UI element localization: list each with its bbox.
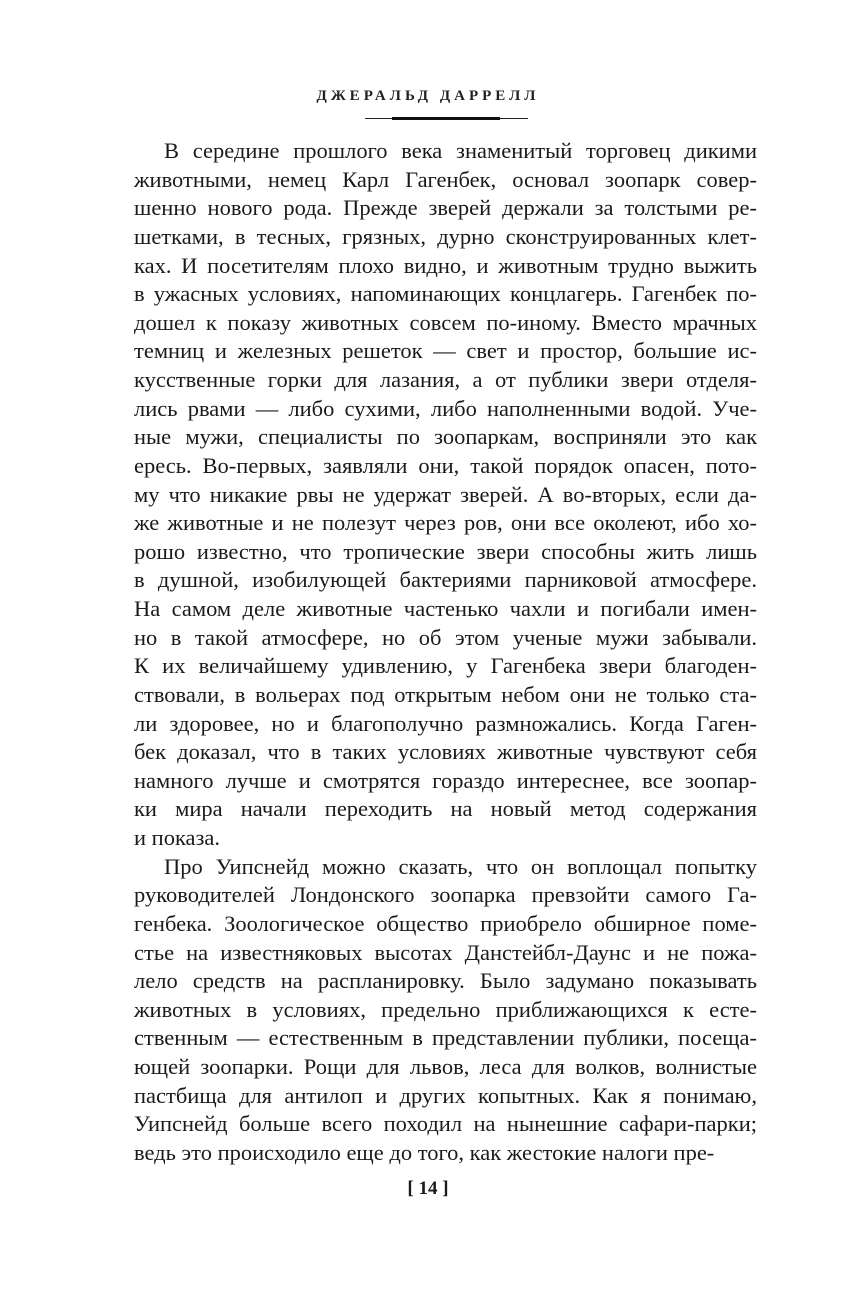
text-line: ли здоровее, но и благополучно размножались. Когда Гаген- xyxy=(134,710,757,736)
text-line: животных в условиях, предельно приближающихся к есте- xyxy=(134,996,757,1022)
text-line: генбека. Зоологическое общество приобрело обширное поме- xyxy=(134,910,757,936)
text-line: же животные и не полезут через ров, они все околеют, ибо хо- xyxy=(134,510,757,536)
body-text xyxy=(134,137,757,1168)
text-line: животными, немец Карл Гагенбек, основал зоопарк совер- xyxy=(134,166,757,192)
text-line: К их величайшему удивлению, у Гагенбека звери благоден- xyxy=(134,653,757,679)
text-line: ющей зоопарки. Рощи для львов, леса для волков, волнистые xyxy=(134,1054,757,1079)
text-line: в душной, изобилующей бактериями парниковой атмосфере. xyxy=(134,567,757,593)
text-line: но в такой атмосфере, но об этом ученые мужи забывали. xyxy=(134,624,757,650)
text-line: лело средств на распланировку. Было задумано показывать xyxy=(134,968,757,994)
text-line: и показа. xyxy=(134,825,221,850)
text-line: Уипснейд больше всего походил на нынешние сафари-парки; xyxy=(134,1111,757,1137)
text-line: ствовали, в вольерах под открытым небом они не только ста- xyxy=(134,681,757,707)
text-line: ках. И посетителям плохо видно, и животным трудно выжить xyxy=(134,252,757,278)
text-line: пастбища для антилоп и других копытных. Как я понимаю, xyxy=(134,1082,757,1108)
text-line: руководителей Лондонского зоопарка превзойти самого Га- xyxy=(134,882,757,908)
text-line: бек доказал, что в таких условиях животные чувствуют себя xyxy=(134,739,757,765)
text-line: шетками, в тесных, грязных, дурно сконструированных клет- xyxy=(134,223,757,249)
text-line: шенно нового рода. Прежде зверей держали за толстыми ре- xyxy=(134,195,757,221)
text-line: Про Уипснейд можно сказать, что он воплощал попытку xyxy=(164,853,757,879)
text-line: му что никакие рвы не удержат зверей. А во-вторых, если да- xyxy=(134,481,757,507)
text-line: намного лучше и смотрятся гораздо интереснее, все зоопар- xyxy=(134,767,757,793)
text-line: ведь это происходило еще до того, как жестокие налоги пре- xyxy=(134,1139,715,1165)
text-line: в ужасных условиях, напоминающих концлагерь. Гагенбек по- xyxy=(134,281,757,307)
text-line: ные мужи, специалисты по зоопаркам, восприняли это как xyxy=(134,424,757,450)
text-line: дошел к показу животных совсем по-иному. Вместо мрачных xyxy=(134,309,757,335)
text-line: рошо известно, что тропические звери способны жить лишь xyxy=(134,538,757,564)
text-line: ственным — естественным в представлении публики, посеща- xyxy=(134,1025,757,1051)
text-line: В середине прошлого века знаменитый торговец дикими xyxy=(164,138,757,163)
page-number: [ 14 ] xyxy=(407,1178,449,1199)
text-line: На самом деле животные частенько чахли и погибали имен- xyxy=(134,596,757,621)
header-rule-thick xyxy=(392,117,500,120)
text-line: кусственные горки для лазания, а от публики звери отделя- xyxy=(134,367,757,392)
text-line: ересь. Во-первых, заявляли они, такой порядок опасен, пото- xyxy=(134,452,757,478)
text-line: стье на известняковых высотах Данстейбл-Даунс и не пожа- xyxy=(134,939,757,965)
paragraph-1 xyxy=(134,137,757,853)
text-line: ки мира начали переходить на новый метод содержания xyxy=(134,796,757,822)
running-header: ДЖЕРАЛЬД ДАРРЕЛЛ xyxy=(316,88,540,104)
text-line: лись рвами — либо сухими, либо наполненными водой. Уче- xyxy=(134,395,757,421)
paragraph-2 xyxy=(134,853,757,1168)
text-line: темниц и железных решеток — свет и простор, большие ис- xyxy=(134,338,757,364)
